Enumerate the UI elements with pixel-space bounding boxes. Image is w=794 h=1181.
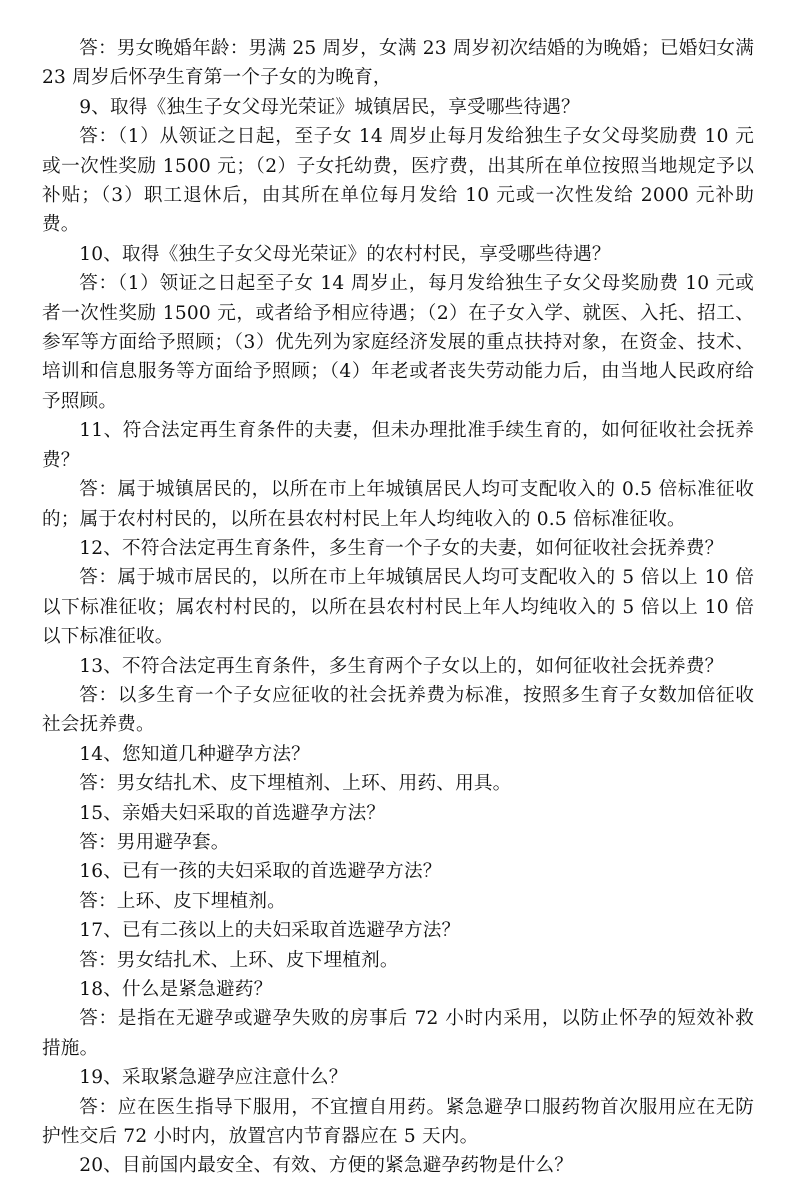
question-paragraph: 16、已有一孩的夫妇采取的首选避孕方法？ [79, 861, 442, 883]
question-paragraph: 14、您知道几种避孕方法？ [79, 743, 310, 765]
question-paragraph: 17、已有二孩以上的夫妇采取首选避孕方法？ [79, 920, 461, 942]
answer-paragraph: 答：男用避孕套。 [79, 831, 230, 853]
answer-paragraph: 答：男女结扎术、皮下埋植剂、上环、用药、用具。 [79, 773, 512, 795]
question-paragraph: 18、什么是紧急避药？ [79, 979, 273, 1000]
question-paragraph: 15、亲婚夫妇采取的首选避孕方法？ [79, 802, 386, 824]
question-paragraph: 9、取得《独生子女父母光荣证》城镇居民，享受哪些待遇？ [79, 96, 580, 118]
answer-paragraph: 答：男女结扎术、上环、皮下埋植剂。 [79, 949, 399, 971]
document-page [42, 34, 754, 1181]
question-paragraph: 12、不符合法定再生育条件，多生育一个子女的夫妻，如何征收社会抚养费？ [79, 537, 724, 559]
answer-paragraph: 答：上环、皮下埋植剂。 [79, 890, 286, 912]
answer-paragraph: 答：是指在无避孕或避孕失败的房事后 72 小时内采用，以防止怀孕的短效补救措施。 [42, 1008, 754, 1059]
question-paragraph: 13、不符合法定再生育条件，多生育两个子女以上的，如何征收社会抚养费？ [79, 655, 724, 677]
answer-paragraph: 答：以多生育一个子女应征收的社会抚养费为标准，按照多生育子女数加倍征收社会抚养费。 [42, 684, 754, 736]
answer-paragraph: 答：应在医生指导下服用，不宜擅自用药。紧急避孕口服药物首次服用应在无防护性交后 72 小时内，放置宫内节育器应在 5 天内。 [42, 1096, 754, 1148]
answer-paragraph: 答：男女晚婚年龄：男满 25 周岁，女满 23 周岁初次结婚的为晚婚；已婚妇女满 23 周岁后怀孕生育第一个子女的为晚育， [42, 38, 754, 89]
question-paragraph: 19、采取紧急避孕应注意什么？ [79, 1067, 348, 1089]
answer-paragraph: 答：（1）领证之日起至子女 14 周岁止，每月发给独生子女父母奖励费 10 元或者一次性奖励 1500 元，或者给予相应待遇；（2）在子女入学、就医、入托、招工、参军等方面给予照顾；（3）优先列为家庭经济发展的重点扶持对象，在资金、技术、培训和信息服务等方面给予照顾；（4）年老或者丧失劳动能力后，由当地人民政府给予照顾。 [42, 273, 754, 412]
question-paragraph: 20、目前国内最安全、有效、方便的紧急避孕药物是什么？ [79, 1155, 574, 1177]
answer-paragraph: 答：属于城市居民的，以所在市上年城镇居民人均可支配收入的 5 倍以上 10 倍以下标准征收；属农村村民的，以所在县农村村民上年人均纯收入的 5 倍以上 10 倍以下标准征收。 [42, 567, 754, 648]
question-paragraph: 11、符合法定再生育条件的夫妻，但未办理批准手续生育的，如何征收社会抚养费？ [42, 420, 754, 471]
question-paragraph: 10、取得《独生子女父母光荣证》的农村村民，享受哪些待遇？ [79, 243, 611, 265]
answer-paragraph: 答：属于城镇居民的，以所在市上年城镇居民人均可支配收入的 0.5 倍标准征收的；属于农村村民的，以所在县农村村民上年人均纯收入的 0.5 倍标准征收。 [42, 479, 754, 530]
answer-paragraph: 答：（1）从领证之日起，至子女 14 周岁止每月发给独生子女父母奖励费 10 元或一次性奖励 1500 元；（2）子女托幼费，医疗费，出其所在单位按照当地规定予以补贴；（3）职工退休后，由其所在单位每月发给 10 元或一次性发给 2000 元补助费。 [42, 126, 754, 236]
